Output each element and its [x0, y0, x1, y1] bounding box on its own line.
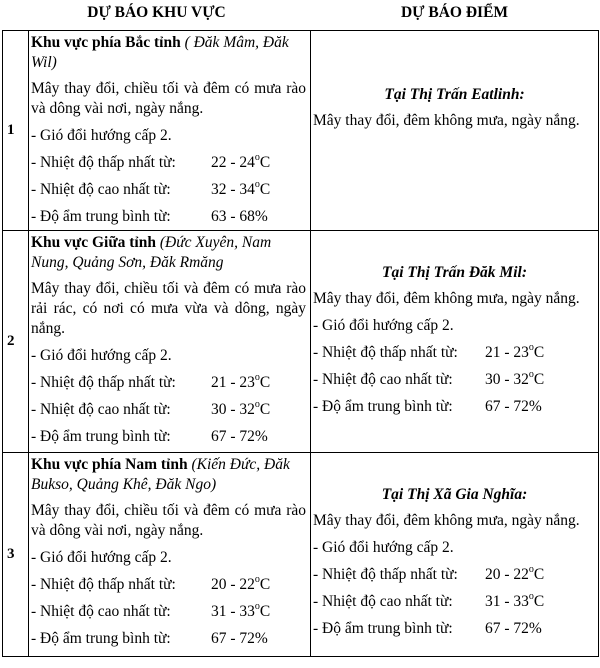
point-tmax-label: - Nhiệt độ cao nhất từ: [313, 371, 453, 388]
humidity-label: - Độ ẩm trung bình từ: [31, 208, 171, 225]
humidity-value: 67 - 72% [211, 630, 268, 647]
region-heading [31, 33, 306, 73]
point-tmin-label: - Nhiệt độ thấp nhất từ: [313, 566, 458, 583]
tmax-label: - Nhiệt độ cao nhất từ: [31, 603, 171, 620]
tmax-line [31, 180, 306, 200]
tmin-label: - Nhiệt độ thấp nhất từ: [31, 374, 176, 391]
region-title: Khu vực Giữa tỉnh [31, 234, 156, 251]
humidity-line [31, 207, 306, 227]
forecast-row-1 [3, 31, 599, 231]
area-description: Mây thay đổi, chiều tối và đêm có mưa rào rải rác, có nơi có mưa vừa và dông, ngày nắng. [31, 280, 306, 337]
area-forecast [29, 231, 311, 453]
area-forecast [29, 31, 311, 231]
point-description: Mây thay đổi, đêm không mưa, ngày nắng. [313, 290, 580, 307]
tmin-value: 22 - 24$^o$C [211, 151, 271, 171]
point-tmax-line [313, 370, 596, 390]
humidity-value: 67 - 72% [211, 428, 268, 445]
point-forecast [311, 231, 599, 453]
forecast-row-3 [3, 453, 599, 657]
tmax-value: 32 - 34$^o$C [211, 178, 271, 198]
wind-line: - Gió đổi hướng cấp 2. [31, 549, 172, 566]
tmin-line [31, 575, 306, 595]
point-humidity-line [313, 619, 596, 639]
point-title: Tại Thị Trấn Eatlinh: [384, 86, 525, 103]
point-description: Mây thay đổi, đêm không mưa, ngày nắng. [313, 512, 580, 529]
region-heading [31, 455, 306, 495]
tmax-label: - Nhiệt độ cao nhất từ: [31, 401, 171, 418]
point-description: Mây thay đổi, đêm không mưa, ngày nắng. [313, 112, 580, 129]
row-number: 1 [3, 31, 29, 231]
point-tmin-value: 20 - 22$^o$C [485, 563, 545, 583]
tmin-line [31, 373, 306, 393]
point-humidity-value: 67 - 72% [485, 398, 542, 415]
area-description: Mây thay đổi, chiều tối và đêm có mưa rào và dông vài nơi, ngày nắng. [31, 80, 306, 117]
point-tmin-line [313, 565, 596, 585]
point-tmax-value: 31 - 33$^o$C [485, 590, 545, 610]
row-number: 2 [3, 231, 29, 453]
point-tmax-line [313, 592, 596, 612]
tmin-value: 21 - 23$^o$C [211, 371, 271, 391]
tmax-value: 30 - 32$^o$C [211, 398, 271, 418]
humidity-label: - Độ ẩm trung bình từ: [31, 630, 171, 647]
header-row [3, 0, 599, 31]
point-humidity-label: - Độ ẩm trung bình từ: [313, 398, 453, 415]
tmax-line [31, 602, 306, 622]
point-humidity-label: - Độ ẩm trung bình từ: [313, 620, 453, 637]
region-places: (Đức Xuyên, Nam Nung, Quảng Sơn, Đăk Rmăng [31, 234, 272, 271]
point-humidity-line [313, 397, 596, 417]
point-tmin-line [313, 343, 596, 363]
area-description: Mây thay đổi, chiều tối và đêm có mưa rào và dông vài nơi, ngày nắng. [31, 502, 306, 539]
forecast-row-2 [3, 231, 599, 453]
tmin-label: - Nhiệt độ thấp nhất từ: [31, 154, 176, 171]
region-title: Khu vực phía Bắc tỉnh [31, 34, 181, 51]
point-forecast [311, 453, 599, 657]
tmin-value: 20 - 22$^o$C [211, 573, 271, 593]
forecast-table [2, 0, 599, 657]
wind-line: - Gió đổi hướng cấp 2. [31, 127, 172, 144]
humidity-line [31, 629, 306, 649]
tmin-label: - Nhiệt độ thấp nhất từ: [31, 576, 176, 593]
tmin-line [31, 153, 306, 173]
point-title: Tại Thị Xã Gia Nghĩa: [381, 486, 528, 503]
point-humidity-value: 67 - 72% [485, 620, 542, 637]
region-places: ( Đăk Mâm, Đăk Wil) [31, 34, 289, 71]
point-forecast [311, 31, 599, 231]
point-wind-line: - Gió đổi hướng cấp 2. [313, 539, 454, 556]
wind-line: - Gió đổi hướng cấp 2. [31, 347, 172, 364]
point-tmax-label: - Nhiệt độ cao nhất từ: [313, 593, 453, 610]
region-places: (Kiến Đức, Đăk Bukso, Quảng Khê, Đăk Ngo) [31, 456, 290, 493]
point-tmin-value: 21 - 23$^o$C [485, 341, 545, 361]
row-number: 3 [3, 453, 29, 657]
humidity-value: 63 - 68% [211, 208, 268, 225]
tmax-value: 31 - 33$^o$C [211, 600, 271, 620]
tmax-label: - Nhiệt độ cao nhất từ: [31, 181, 171, 198]
humidity-line [31, 427, 306, 447]
region-title: Khu vực phía Nam tỉnh [31, 456, 188, 473]
point-wind-line: - Gió đổi hướng cấp 2. [313, 317, 454, 334]
area-forecast [29, 453, 311, 657]
region-heading [31, 233, 306, 273]
header-point: DỰ BÁO ĐIỂM [311, 0, 599, 31]
point-tmax-value: 30 - 32$^o$C [485, 368, 545, 388]
humidity-label: - Độ ẩm trung bình từ: [31, 428, 171, 445]
point-title: Tại Thị Trấn Đăk Mil: [382, 264, 527, 281]
tmax-line [31, 400, 306, 420]
point-tmin-label: - Nhiệt độ thấp nhất từ: [313, 344, 458, 361]
header-area: DỰ BÁO KHU VỰC [3, 0, 311, 31]
